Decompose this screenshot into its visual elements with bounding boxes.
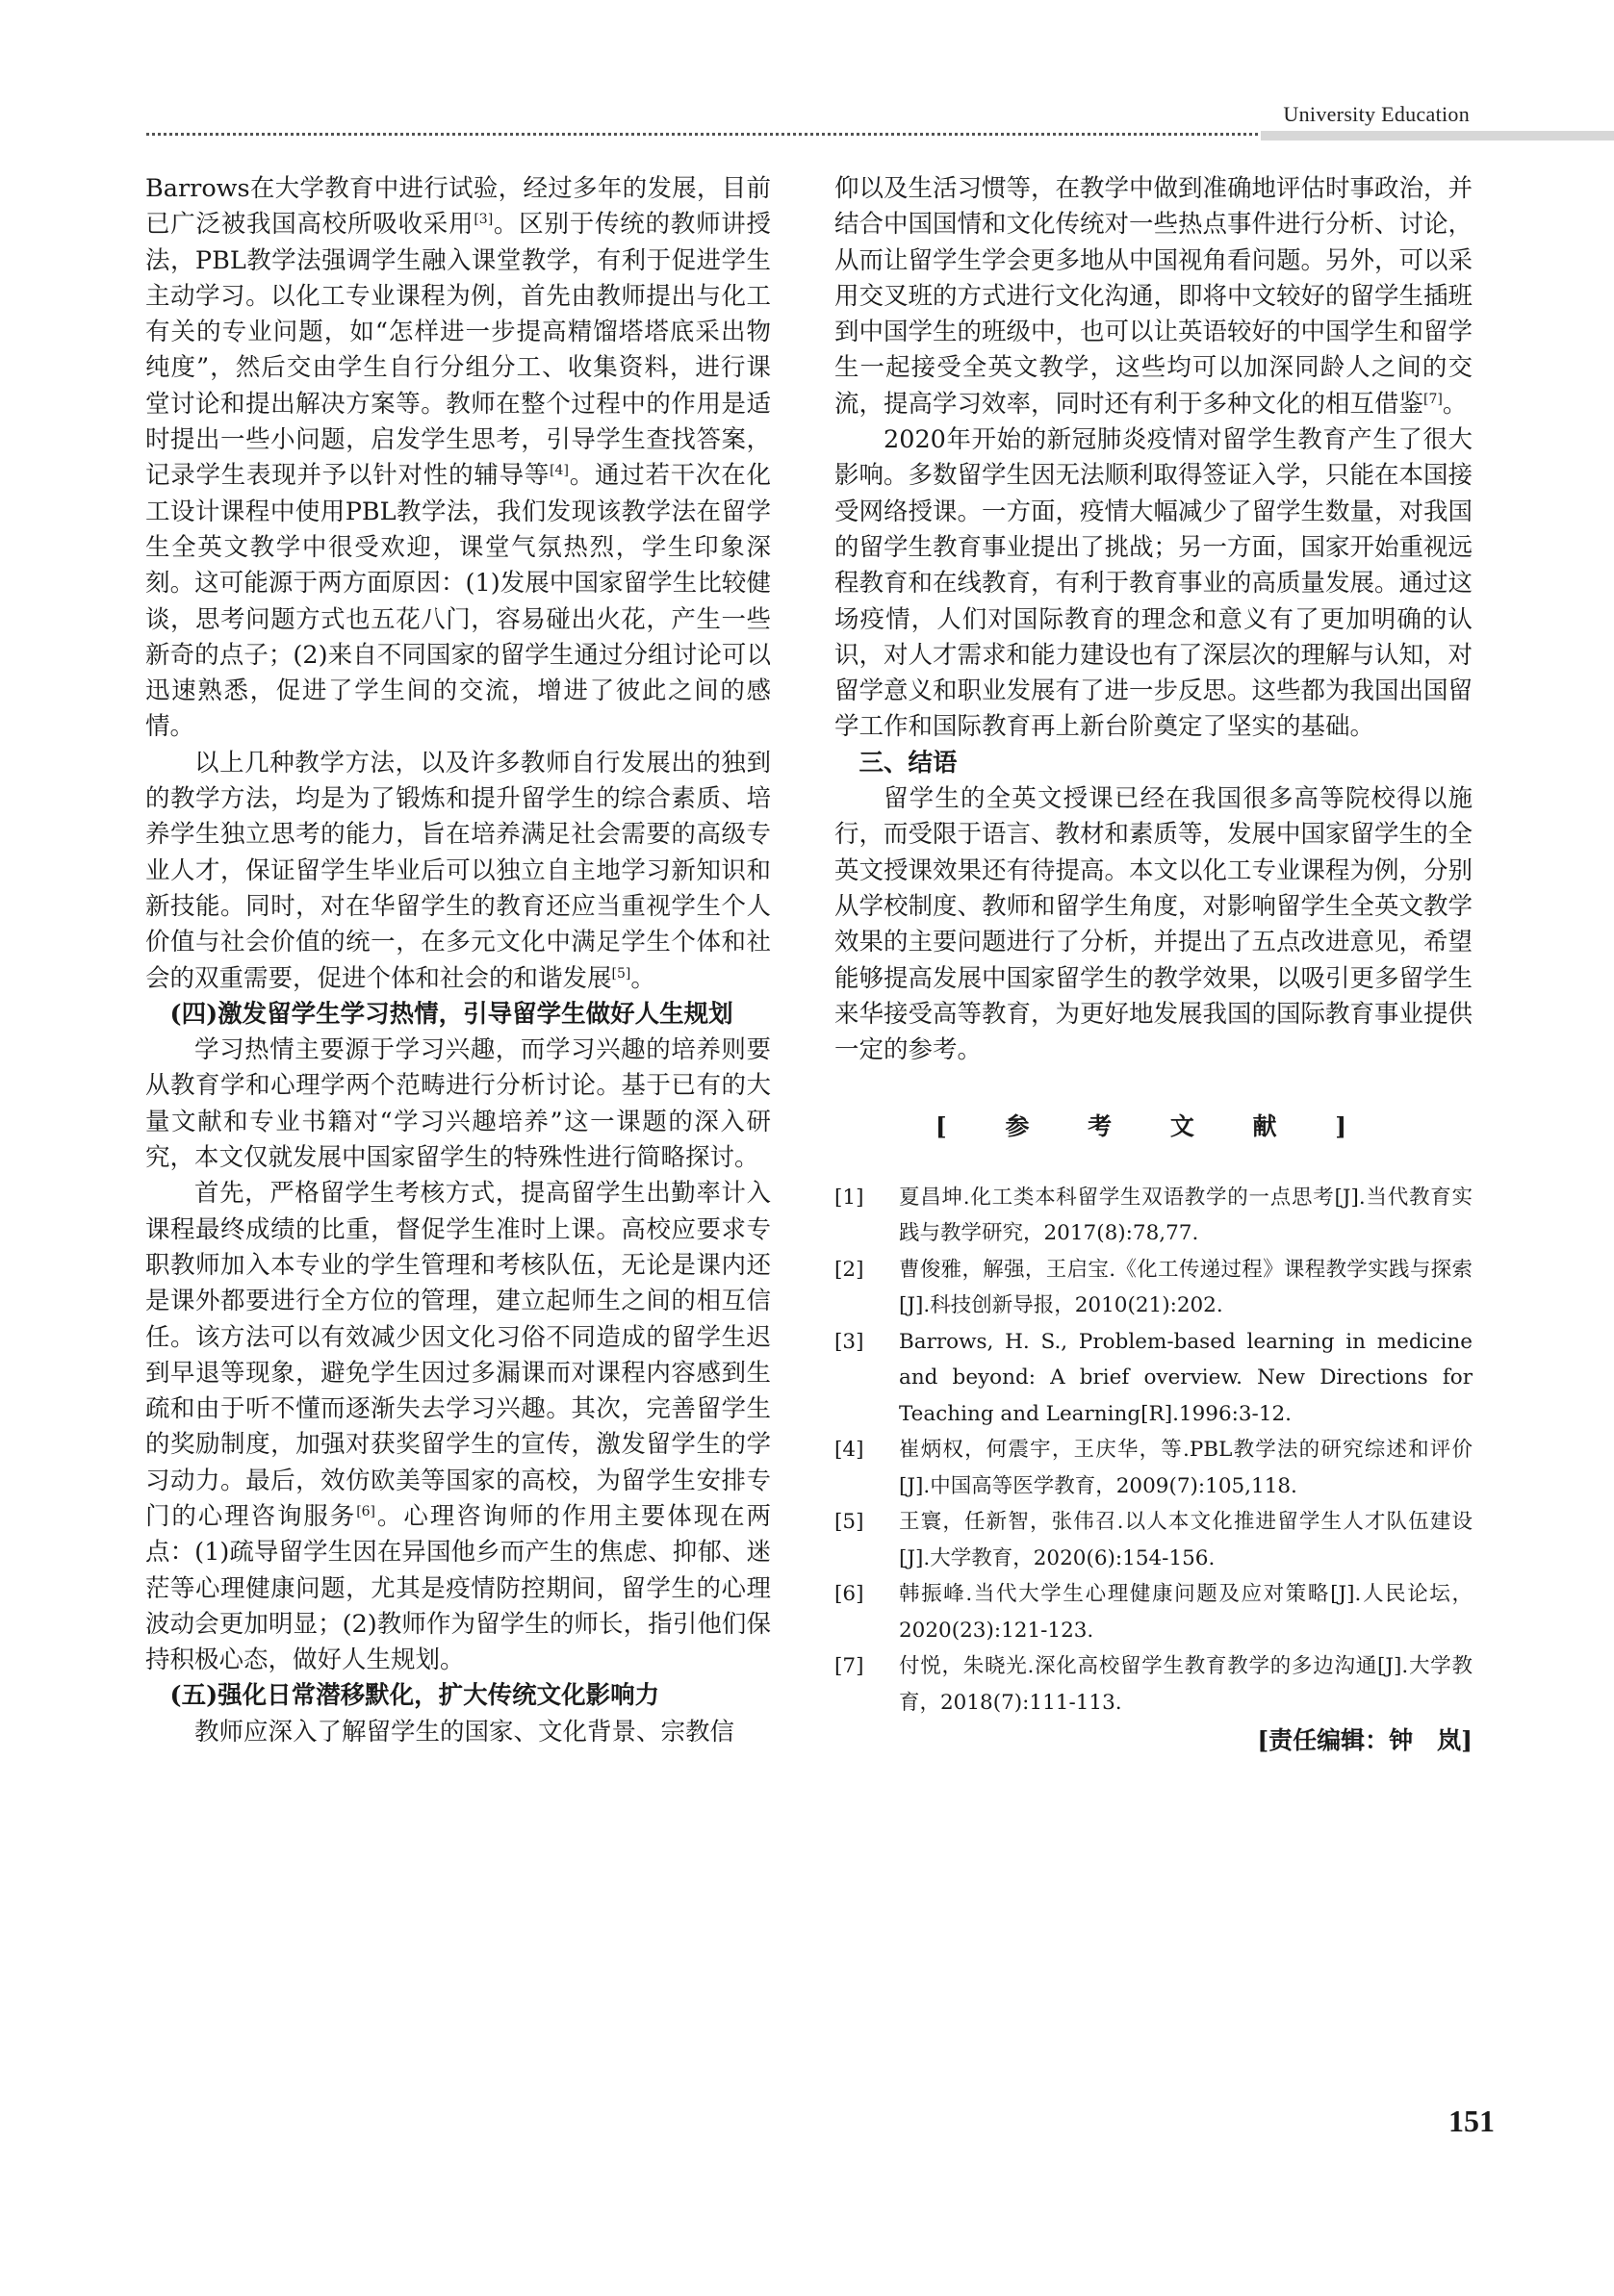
citation-mark: [3] xyxy=(474,212,494,228)
citation-mark: [7] xyxy=(1423,391,1443,407)
paragraph-text: 。 xyxy=(630,963,655,993)
responsible-editor: [责任编辑：钟 岚] xyxy=(1257,1726,1473,1755)
paragraph: 学习热情主要源于学习兴趣，而学习兴趣的培养则要从教育学和心理学两个范畴进行分析讨论。基于已有的大量文献和专业书籍对“学习兴趣培养”这一课题的深入研究，本文仅就发展中国家留学生的特殊性进行简略探讨。 xyxy=(145,1035,771,1173)
paragraph: 留学生的全英文授课已经在我国很多高等院校得以施行，而受限于语言、教材和素质等，发展中国家留学生的全英文授课效果还有待提高。本文以化工专业课程为例，分别从学校制度、教师和留学生角度，对影响留学生全英文教学效果的主要问题进行了分析，并提出了五点改进意见，希望能够提高发展中国家留学生的教学效果，以吸引更多留学生来华接受高等教育，为更好地发展我国的国际教育事业提供一定的参考。 xyxy=(834,784,1473,1065)
reference-number: [3] xyxy=(834,1329,864,1354)
paragraph: 2020年开始的新冠肺炎疫情对留学生教育产生了很大影响。多数留学生因无法顺利取得签证入学，只能在本国接受网络授课。一方面，疫情大幅减少了留学生数量，对我国的留学生教育事业提出了挑战；另一方面，国家开始重视远程教育和在线教育，有利于教育事业的高质量发展。通过这场疫情，人们对国际教育的理念和意义有了更加明确的认识，对人才需求和能力建设也有了深层次的理解与认知，对留学意义和职业发展有了进一步反思。这些都为我国出国留学工作和国际教育再上新台阶奠定了坚实的基础。 xyxy=(834,425,1473,742)
reference-text: 崔炳权，何震宇，王庆华，等.PBL教学法的研究综述和评价[J].中国高等医学教育，2009(7):105,118. xyxy=(899,1438,1473,1498)
reference-list xyxy=(834,1180,1473,1722)
paragraph-text: 以上几种教学方法，以及许多教师自行发展出的独到的教学方法，均是为了锻炼和提升留学生的综合素质、培养学生独立思考的能力，旨在培养满足社会需要的高级专业人才，保证留学生毕业后可以独立自主地学习新知识和新技能。同时，对在华留学生的教育还应当重视学生个人价值与社会价值的统一，在多元文化中满足学生个体和社会的双重需要，促进个体和社会的和谐发展 xyxy=(145,748,771,993)
header-dotted-rule xyxy=(146,133,1258,136)
reference-number: [5] xyxy=(834,1510,864,1535)
section-heading: (四)激发留学生学习热情，引导留学生做好人生规划 xyxy=(169,999,733,1029)
right-column xyxy=(834,171,1473,1759)
paragraph-text: 。区别于传统的教师讲授法，PBL教学法强调学生融入课堂教学，有利于促进学生主动学习。以化工专业课程为例，首先由教师提出与化工有关的专业问题，如“怎样进一步提高精馏塔塔底采出物纯度”，然后交由学生自行分组分工、收集资料，进行课堂讨论和提出解决方案等。教师在整个过程中的作用是适时提出一些小问题，启发学生思考，引导学生查找答案，记录学生表现并予以针对性的辅导等 xyxy=(145,210,771,491)
citation-mark: [6] xyxy=(356,1503,376,1519)
paragraph-text: 仰以及生活习惯等，在教学中做到准确地评估时事政治，并结合中国国情和文化传统对一些热点事件进行分析、讨论，从而让留学生学会更多地从中国视角看问题。另外，可以采用交叉班的方式进行文化沟通，即将中文较好的留学生插班到中国学生的班级中，也可以让英语较好的中国学生和留学生一起接受全英文教学，这些均可以加深同龄人之间的交流，提高学习效率，同时还有利于多种文化的相互借鉴 xyxy=(834,174,1473,419)
running-title: University Education xyxy=(1283,102,1470,126)
reference-number: [4] xyxy=(834,1438,864,1463)
reference-text: 付悦，朱晓光.深化高校留学生教育教学的多边沟通[J].大学教育，2018(7):111-113. xyxy=(899,1654,1473,1715)
reference-number: [1] xyxy=(834,1185,864,1210)
reference-item xyxy=(834,1576,1473,1648)
paragraph xyxy=(834,171,1473,422)
reference-text: 曹俊雅，解强，王启宝.《化工传递过程》课程教学实践与探索[J].科技创新导报，2010(21):202. xyxy=(899,1257,1473,1318)
section-heading: 三、结语 xyxy=(858,748,958,778)
paragraph: 教师应深入了解留学生的国家、文化背景、宗教信 xyxy=(194,1717,735,1747)
header-grey-bar xyxy=(1261,131,1614,140)
citation-mark: [4] xyxy=(550,463,569,479)
reference-item xyxy=(834,1648,1473,1721)
paragraph xyxy=(145,171,771,746)
reference-item xyxy=(834,1504,1473,1576)
paragraph xyxy=(145,746,771,997)
reference-text: 夏昌坤.化工类本科留学生双语教学的一点思考[J].当代教育实践与教学研究，2017(8):78,77. xyxy=(899,1185,1473,1246)
references-title: [ 参 考 文 献 ] xyxy=(935,1112,1372,1141)
reference-number: [2] xyxy=(834,1257,864,1282)
paragraph-text: 。心理咨询师的作用主要体现在两点：(1)疏导留学生因在异国他乡而产生的焦虑、抑郁、迷茫等心理健康问题，尤其是疫情防控期间，留学生的心理波动会更加明显；(2)教师作为留学生的师长，指引他们保持积极心态，做好人生规划。 xyxy=(145,1501,771,1675)
reference-number: [6] xyxy=(834,1582,864,1607)
paragraph-text: 。通过若干次在化工设计课程中使用PBL教学法，我们发现该教学法在留学生全英文教学中很受欢迎，课堂气氛热烈，学生印象深刻。这可能源于两方面原因：(1)发展中国家留学生比较健谈，思考问题方式也五花八门，容易碰出火花，产生一些新奇的点子；(2)来自不同国家的留学生通过分组讨论可以迅速熟悉，促进了学生间的交流，增进了彼此之间的感情。 xyxy=(145,461,771,742)
reference-item xyxy=(834,1252,1473,1324)
reference-item xyxy=(834,1432,1473,1504)
paragraph xyxy=(145,1176,771,1678)
paragraph-text: Barrows在大学教育中进行试验，经过多年的发展，目前已广泛被我国高校所吸收采用 xyxy=(145,174,771,240)
left-column xyxy=(145,171,771,1750)
reference-item xyxy=(834,1324,1473,1433)
reference-text: Barrows, H. S., Problem-based learning in medicine and beyond: A brief overview. New Directions for Teaching and Learning[R].1996:3-12. xyxy=(899,1329,1473,1426)
reference-text: 韩振峰.当代大学生心理健康问题及应对策略[J].人民论坛，2020(23):121-123. xyxy=(899,1582,1473,1643)
reference-text: 王寰，任新智，张伟召.以人本文化推进留学生人才队伍建设[J].大学教育，2020(6):154-156. xyxy=(899,1510,1473,1570)
reference-number: [7] xyxy=(834,1654,864,1679)
reference-item xyxy=(834,1180,1473,1252)
section-heading: (五)强化日常潜移默化，扩大传统文化影响力 xyxy=(169,1681,660,1711)
paragraph-text: 。 xyxy=(1442,389,1468,419)
citation-mark: [5] xyxy=(611,965,631,982)
page-number: 151 xyxy=(1448,2104,1495,2138)
paragraph-text: 首先，严格留学生考核方式，提高留学生出勤率计入课程最终成绩的比重，督促学生准时上课。高校应要求专职教师加入本专业的学生管理和考核队伍，无论是课内还是课外都要进行全方位的管理，建立起师生之间的相互信任。该方法可以有效减少因文化习俗不同造成的留学生迟到早退等现象，避免学生因过多漏课而对课程内容感到生疏和由于听不懂而逐渐失去学习兴趣。其次，完善留学生的奖励制度，加强对获奖留学生的宣传，激发留学生的学习动力。最后，效仿欧美等国家的高校，为留学生安排专门的心理咨询服务 xyxy=(145,1179,771,1531)
